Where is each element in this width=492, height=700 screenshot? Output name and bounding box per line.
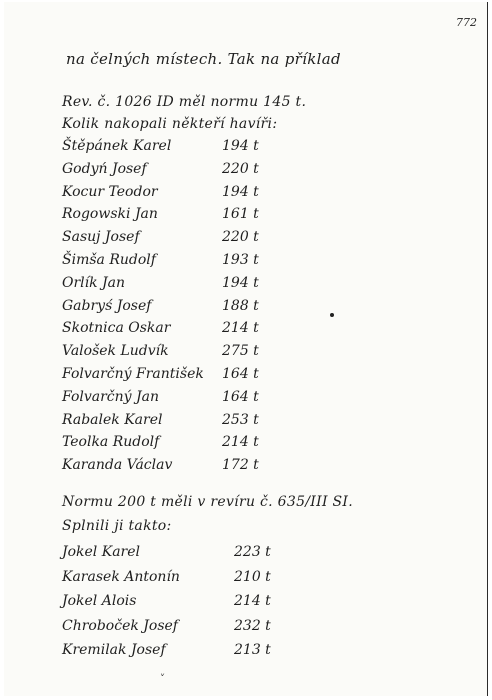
list-item <box>62 389 422 411</box>
miner-name: Jokel Karel <box>62 544 140 560</box>
miner-name: Rogowski Jan <box>62 206 158 223</box>
tonnage: 214 t <box>234 593 271 609</box>
page-number: 772 <box>456 16 477 29</box>
tonnage: 214 t <box>222 434 259 451</box>
revir-2-subheader: Splnili ji takto: <box>62 518 172 534</box>
list-item <box>62 275 422 297</box>
list-item <box>62 184 422 206</box>
tonnage: 214 t <box>222 320 259 337</box>
tonnage: 223 t <box>234 544 271 560</box>
list-item <box>62 412 422 434</box>
list-item <box>62 343 422 365</box>
document-page <box>4 2 488 696</box>
miner-name: Teolka Rudolf <box>62 434 160 451</box>
tonnage: 194 t <box>222 138 259 154</box>
list-item <box>62 457 422 479</box>
tonnage: 164 t <box>222 366 259 382</box>
tonnage: 161 t <box>222 206 259 223</box>
tonnage: 193 t <box>222 252 259 268</box>
miner-name: Chroboček Josef <box>62 617 178 634</box>
miner-name: Jokel Alois <box>62 593 137 609</box>
list-item <box>62 593 422 615</box>
miner-name: Kremilak Josef <box>62 642 166 658</box>
tonnage: 220 t <box>222 229 259 246</box>
list-item <box>62 252 422 274</box>
miner-name: Skotnica Oskar <box>62 320 171 337</box>
intro-line: na čelných místech. Tak na příklad <box>66 50 341 68</box>
tonnage: 253 t <box>222 411 259 428</box>
revir-1-subheader: Kolik nakopali někteří havíři: <box>62 116 278 132</box>
miner-name: Štěpánek Karel <box>62 138 172 154</box>
tonnage: 220 t <box>222 160 259 177</box>
miner-name: Gabryś Josef <box>62 297 152 314</box>
list-item <box>62 569 422 591</box>
revir-1-header: Rev. č. 1026 ID měl normu 145 t. <box>62 94 307 110</box>
miner-name: Rabalek Karel <box>62 411 163 428</box>
tonnage: 232 t <box>234 617 271 634</box>
list-item <box>62 366 422 388</box>
miner-name: Sasuj Josef <box>62 229 140 246</box>
tonnage: 213 t <box>234 642 271 658</box>
list-item <box>62 298 422 320</box>
tonnage: 194 t <box>222 274 259 291</box>
list-item <box>62 320 422 342</box>
list-item <box>62 206 422 228</box>
tonnage: 275 t <box>222 343 259 360</box>
miner-name: Karasek Antonín <box>62 568 180 585</box>
tonnage: 210 t <box>234 568 271 585</box>
list-item <box>62 642 422 664</box>
miner-name: Folvarčný František <box>62 366 204 382</box>
list-item <box>62 138 422 160</box>
ink-mark-bottom: ˅ <box>160 674 165 685</box>
miner-name: Orlík Jan <box>62 274 126 291</box>
miner-name: Šimša Rudolf <box>62 252 156 268</box>
list-item <box>62 161 422 183</box>
miner-name: Valošek Ludvík <box>62 343 169 360</box>
tonnage: 172 t <box>222 457 259 474</box>
tonnage: 188 t <box>222 297 259 314</box>
list-item <box>62 434 422 456</box>
list-item <box>62 229 422 251</box>
tonnage: 194 t <box>222 183 259 200</box>
miner-name: Folvarčný Jan <box>62 388 159 405</box>
ink-mark <box>330 313 334 317</box>
revir-2-header: Normu 200 t měli v revíru č. 635/III SI. <box>62 494 354 510</box>
list-item <box>62 618 422 640</box>
miner-name: Godyń Josef <box>62 160 147 177</box>
miner-name: Kocur Teodor <box>62 183 158 200</box>
tonnage: 164 t <box>222 388 259 405</box>
list-item <box>62 544 422 566</box>
miner-name: Karanda Václav <box>62 457 173 474</box>
